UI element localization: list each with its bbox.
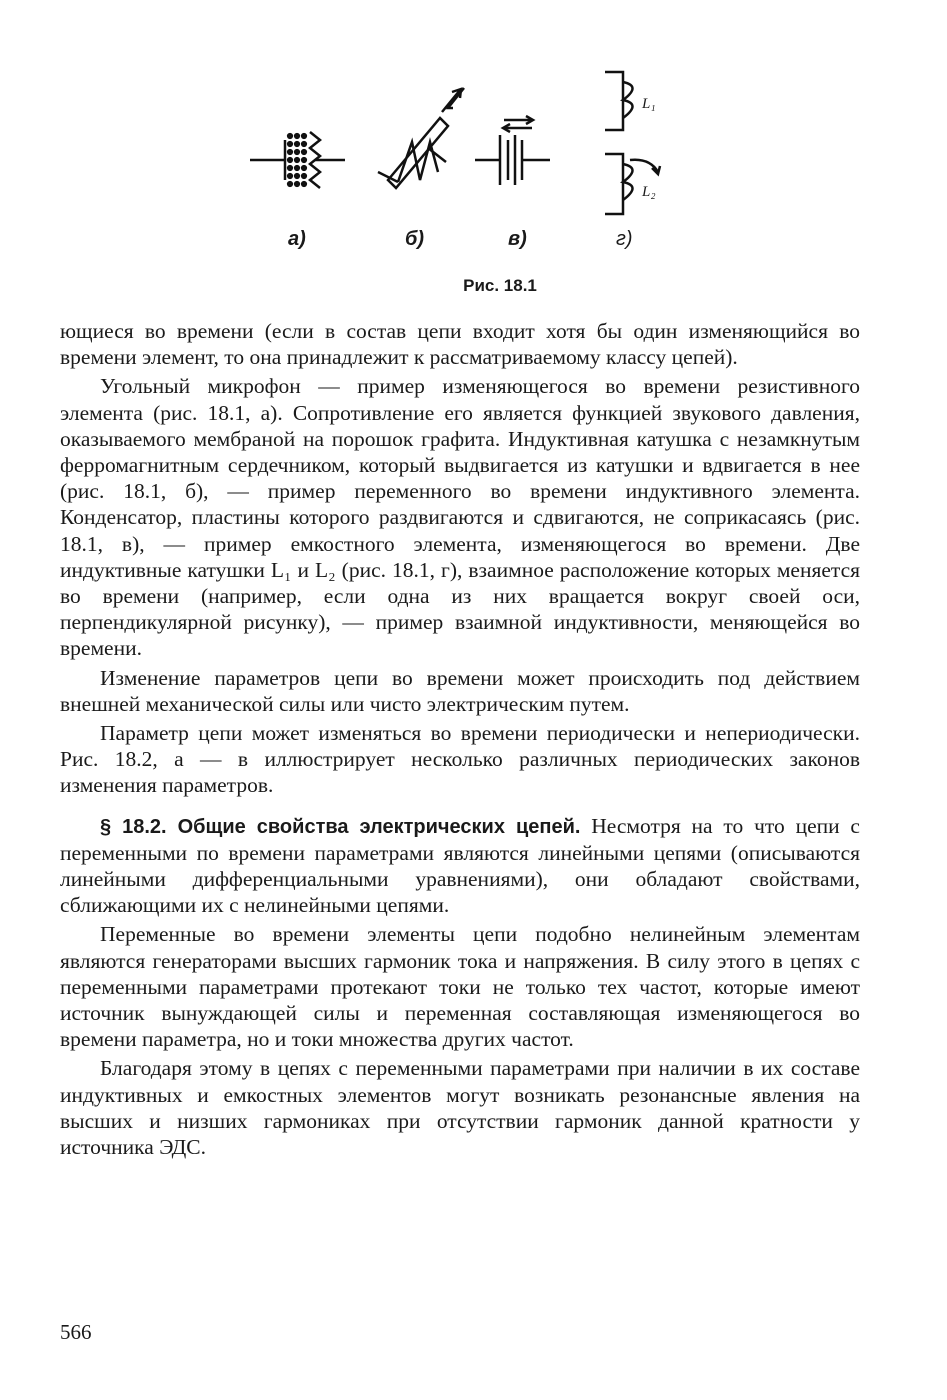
paragraph: ющиеся во времени (если в состав цепи входит хотя бы один изменяющийся во времени элемент, то она принадлежит к рассматриваемому классу цепей). xyxy=(60,319,860,370)
paragraph: Благодаря этому в цепях с переменными параметрами при наличии в их составе индуктивных и емкостных элементов могут возникать резонансные явления на высших и низших гармониках при отсутствии гармоник данной кратности у источника ЭДС. xyxy=(60,1056,860,1160)
book-page xyxy=(60,0,860,1400)
sub-label-v: в) xyxy=(508,228,527,250)
body-text xyxy=(60,318,860,1163)
paragraph: Параметр цепи может изменяться во времени периодически и непериодически. Рис. 18.2, а — в иллюстрирует несколько различных периодических законов изменения параметров. xyxy=(60,721,860,798)
carbon-microphone-symbol xyxy=(250,132,345,188)
sub-label-g: г) xyxy=(616,228,633,250)
figure-18-1 xyxy=(60,0,860,310)
section-paragraph xyxy=(60,813,860,919)
section-text: Несмотря на то что цепи с переменными по времени параметрами являются линейными цепями (описываются линейными дифференциальными уравнениями), они обладают свойствами, сближающими их с нелинейными цепями. xyxy=(60,813,860,918)
paragraph: Изменение параметров цепи во времени может происходить под действием внешней механической силы или чисто электрическим путем. xyxy=(60,665,860,716)
coil-label-l1: L₁ xyxy=(642,96,656,112)
section-heading: § 18.2. Общие свойства электрических цепей. xyxy=(100,815,581,838)
sub-label-a: а) xyxy=(288,228,306,250)
paragraph: Угольный микрофон — пример изменяющегося во времени резистивного элемента (рис. 18.1, а). Сопротивление его является функцией звукового давления, оказываемого мембраной на порошок графита. Индуктивная катушка с незамкнутым ферромагнитным сердечником, который выдвигается из катушки и вдвигается в нее (рис. 18.1, б), — пример переменного во времени индуктивного элемента. Конденсатор, пластины которого раздвигаются и сдвигаются, не соприкасаясь (рис. 18.1, в), — пример емкостного элемента, изменяющегося во времени. Две индуктивные катушки L₁ и L₂ (рис. 18.1, г), взаимное расположение которых меняется во времени (например, если одна из них вращается вокруг своей оси, перпендикулярной рисунку), — пример взаимной индуктивности, меняющейся во времени. xyxy=(60,374,860,661)
sub-label-b: б) xyxy=(405,228,425,250)
figure-caption: Рис. 18.1 xyxy=(463,276,537,295)
paragraph: Переменные во времени элементы цепи подобно нелинейным элементам являются генераторами высших гармоник тока и напряжения. В силу этого в цепях с переменными параметрами протекают токи не только тех частот, которые имеют источник вынуждающей силы и переменная составляющая изменяющегося во времени параметра, но и токи множества других частот. xyxy=(60,922,860,1052)
page-number: 566 xyxy=(60,1320,92,1344)
variable-capacitor-symbol xyxy=(475,116,550,185)
figure-drawing xyxy=(60,0,860,270)
coil-label-l2: L₂ xyxy=(642,184,656,200)
variable-inductor-symbol xyxy=(378,88,464,188)
